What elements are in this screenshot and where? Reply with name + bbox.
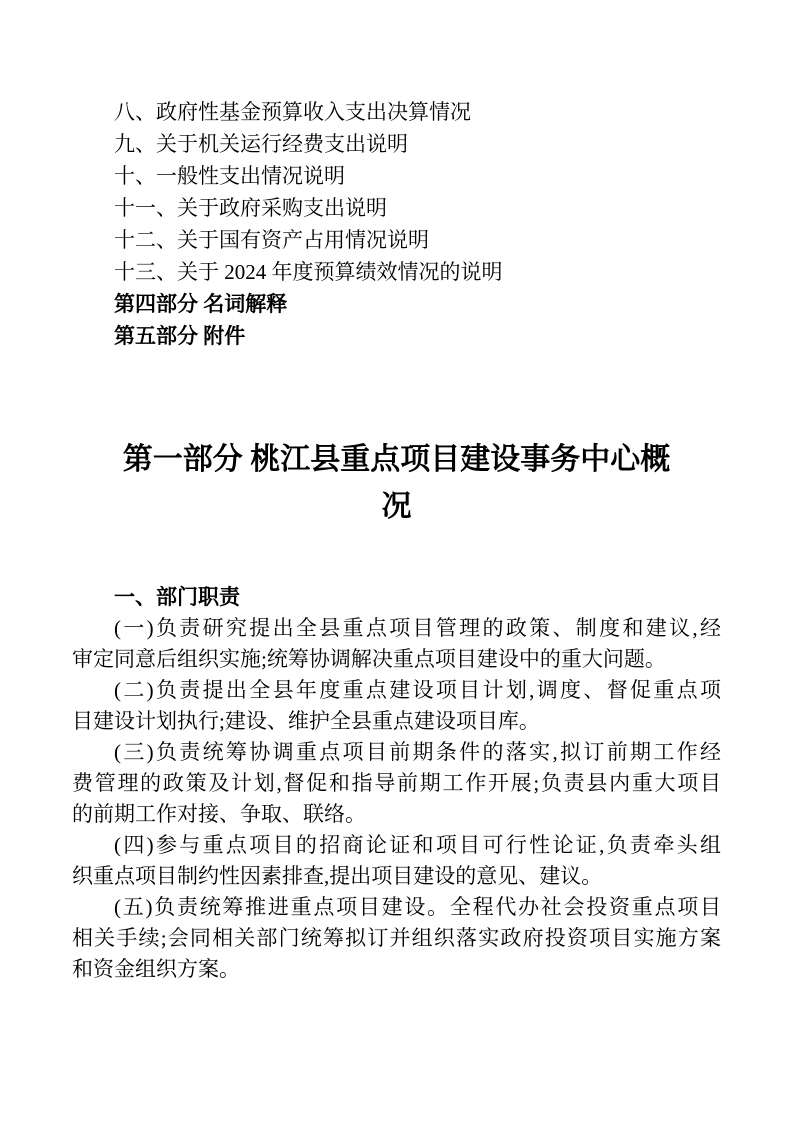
- paragraphs: [72, 613, 721, 985]
- paragraph-line: 和资金组织方案。: [72, 957, 240, 981]
- subsection-heading: 一、部门职责: [114, 585, 240, 609]
- paragraph-line: (四)参与重点项目的招商论证和项目可行性论证,负责牵头组: [114, 833, 721, 857]
- paragraph-line: 目建设计划执行;建设、维护全县重点建设项目库。: [72, 709, 540, 733]
- paragraph: [72, 613, 721, 675]
- section-title-line: 况: [381, 490, 412, 523]
- toc-item: 十二、关于国有资产占用情况说明: [114, 228, 429, 252]
- section-body: [72, 582, 721, 985]
- paragraph: [72, 737, 721, 830]
- toc-item: 第五部分 附件: [114, 324, 246, 348]
- toc-item: 第四部分 名词解释: [114, 292, 288, 316]
- paragraph-line: (五)负责统筹推进重点项目建设。全程代办社会投资重点项目: [114, 895, 721, 919]
- paragraph-line: 织重点项目制约性因素排查,提出项目建设的意见、建议。: [72, 864, 603, 888]
- paragraph-line: (三)负责统筹协调重点项目前期条件的落实,拟订前期工作经: [114, 740, 721, 764]
- section-title: [72, 436, 721, 530]
- toc-item: 十三、关于 2024 年度预算绩效情况的说明: [114, 260, 503, 284]
- toc-item: 八、政府性基金预算收入支出决算情况: [114, 100, 471, 124]
- paragraph-line: (一)负责研究提出全县重点项目管理的政策、制度和建议,经: [114, 616, 721, 640]
- table-of-contents: [72, 96, 721, 352]
- toc-item: 十、一般性支出情况说明: [114, 164, 345, 188]
- paragraph-line: 费管理的政策及计划,督促和指导前期工作开展;负责县内重大项目: [72, 771, 721, 795]
- paragraph-line: 审定同意后组织实施;统筹协调解决重点项目建设中的重大问题。: [72, 647, 666, 671]
- paragraph-line: 的前期工作对接、争取、联络。: [72, 802, 366, 826]
- paragraph: [72, 675, 721, 737]
- section-title-line: 第一部分 桃江县重点项目建设事务中心概: [122, 443, 671, 476]
- paragraph: [72, 830, 721, 892]
- paragraph-line: (二)负责提出全县年度重点建设项目计划,调度、督促重点项: [114, 678, 721, 702]
- toc-item: 十一、关于政府采购支出说明: [114, 196, 387, 220]
- toc-item: 九、关于机关运行经费支出说明: [114, 132, 408, 156]
- paragraph: [72, 892, 721, 985]
- paragraph-line: 相关手续;会同相关部门统筹拟订并组织落实政府投资项目实施方案: [72, 926, 721, 950]
